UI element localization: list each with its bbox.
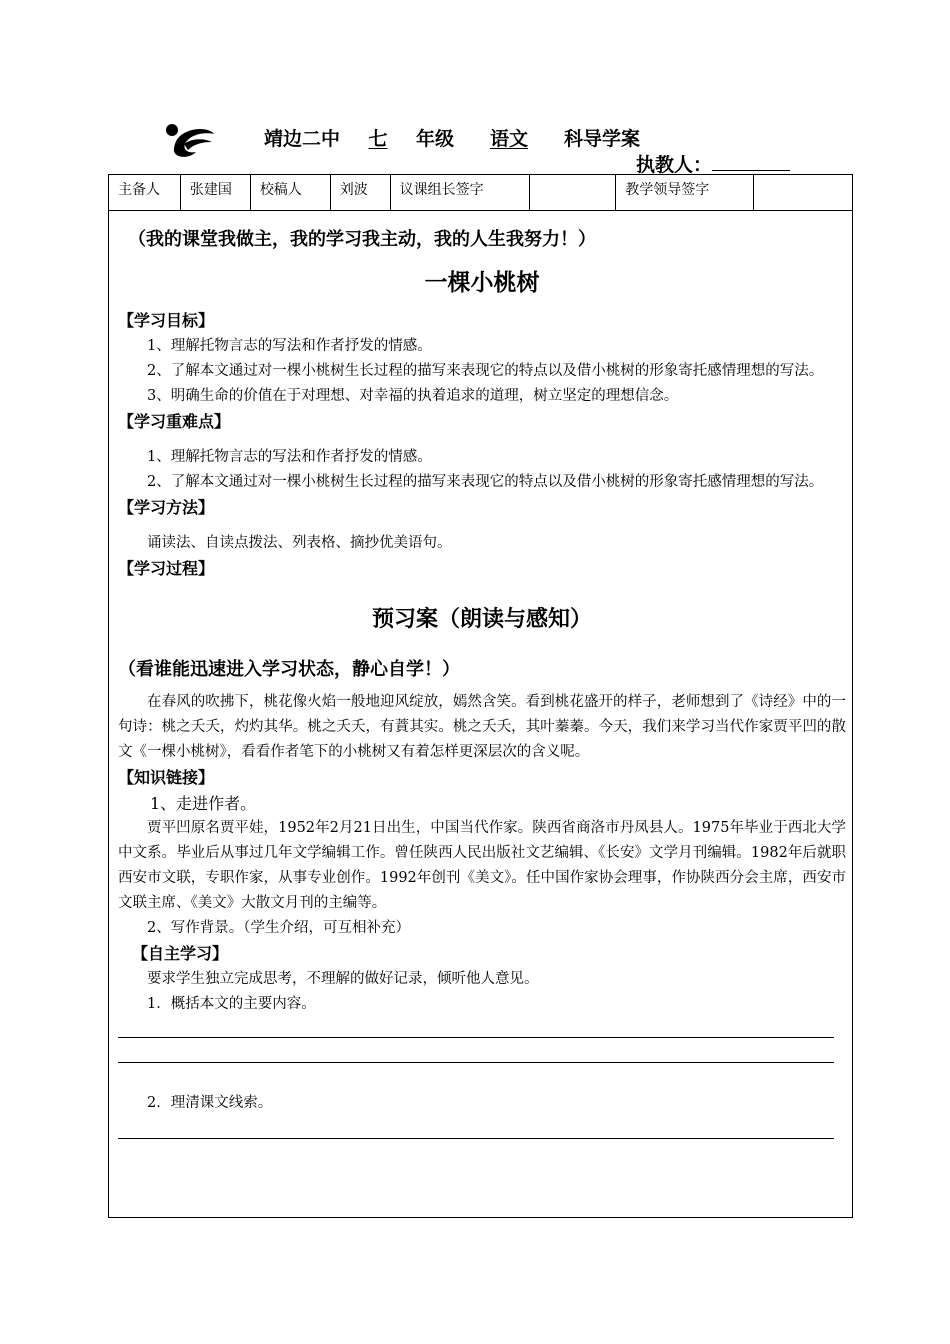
answer-line[interactable] xyxy=(118,1138,834,1139)
slogan: （我的课堂我做主，我的学习我主动，我的人生我努力！） xyxy=(128,229,596,250)
author-bio: 贾平凹原名贾平娃，1952年2月21日出生，中国当代作家。陕西省商洛市丹凤县人。1975年毕业于西北大学中文系。毕业后从事过几年文学编辑工作。曾任陕西人民出版社文艺编辑、《长安》文学月刊编辑。1982年后就职西安市文联，专职作家，从事专业创作。1992年创刊《美文》。任中国作家协会理事，作协陕西分会主席，西安市文联主席、《美文》大散文月刊的主编等。 xyxy=(118,820,846,911)
preview-title: 预习案（朗读与感知） xyxy=(371,607,592,632)
teacher-blank xyxy=(712,154,790,171)
methods-heading: 【学习方法】 xyxy=(118,498,215,517)
info-cell: 校稿人 xyxy=(250,175,330,211)
document-title-line xyxy=(264,124,640,151)
goal-item: 3、明确生命的价值在于对理想、对幸福的执着追求的道理，树立坚定的理想信念。 xyxy=(147,388,679,404)
info-cell: 主备人 xyxy=(109,175,181,211)
preview-slogan: （看谁能迅速进入学习状态，静心自学！） xyxy=(118,659,460,680)
knowledge-item-1: 1、走进作者。 xyxy=(150,794,257,813)
goal-item: 1、理解托物言志的写法和作者抒发的情感。 xyxy=(147,338,432,354)
grade-value: 七 xyxy=(368,128,388,150)
school-logo-icon xyxy=(162,122,216,162)
knowledge-heading: 【知识链接】 xyxy=(118,768,215,787)
goals-heading: 【学习目标】 xyxy=(118,311,215,330)
key-point-item: 1、理解托物言志的写法和作者抒发的情感。 xyxy=(147,449,432,465)
goal-item: 2、了解本文通过对一棵小桃树生长过程的描写来表现它的特点以及借小桃树的形象寄托感情理想的写法。 xyxy=(147,363,824,379)
subject-suffix: 科导学案 xyxy=(564,128,641,150)
teacher-label: 执教人： xyxy=(636,154,713,176)
teacher-line xyxy=(636,150,790,177)
key-point-item: 2、了解本文通过对一棵小桃树生长过程的描写来表现它的特点以及借小桃树的形象寄托感情理想的写法。 xyxy=(147,474,824,490)
key-points-heading: 【学习重难点】 xyxy=(118,412,231,431)
grade-suffix: 年级 xyxy=(416,128,455,150)
subject-value: 语文 xyxy=(490,128,529,150)
info-table xyxy=(108,174,853,211)
page-title: 一棵小桃树 xyxy=(424,270,540,296)
knowledge-item-2: 2、写作背景。（学生介绍，可互相补充） xyxy=(147,920,410,936)
self-study-heading: 【自主学习】 xyxy=(132,944,229,963)
question-2: 2．理清课文线索。 xyxy=(147,1095,273,1111)
info-cell: 张建国 xyxy=(180,175,250,211)
self-study-instruction: 要求学生独立完成思考，不理解的做好记录，倾听他人意见。 xyxy=(147,971,539,987)
info-cell xyxy=(530,175,616,211)
info-cell xyxy=(754,175,853,211)
preview-intro: 在春风的吹拂下，桃花像火焰一般地迎风绽放，嫣然含笑。看到桃花盛开的样子，老师想到了《诗经》中的一句诗：桃之夭夭，灼灼其华。桃之夭夭，有蕡其实。桃之夭夭，其叶蓁蓁。今天，我们来学习当代作家贾平凹的散文《一棵小桃树》，看看作者笔下的小桃树又有着怎样更深层次的含义呢。 xyxy=(118,694,846,760)
info-cell: 议课组长签字 xyxy=(390,175,530,211)
question-1: 1．概括本文的主要内容。 xyxy=(147,996,316,1012)
methods-text: 诵读法、自读点拨法、列表格、摘抄优美语句。 xyxy=(147,535,452,551)
info-cell: 刘波 xyxy=(330,175,390,211)
info-table-row xyxy=(109,175,853,211)
school-name: 靖边二中 xyxy=(264,128,341,150)
process-heading: 【学习过程】 xyxy=(118,559,215,578)
main-content xyxy=(118,222,846,1139)
info-cell: 教学领导签字 xyxy=(616,175,754,211)
